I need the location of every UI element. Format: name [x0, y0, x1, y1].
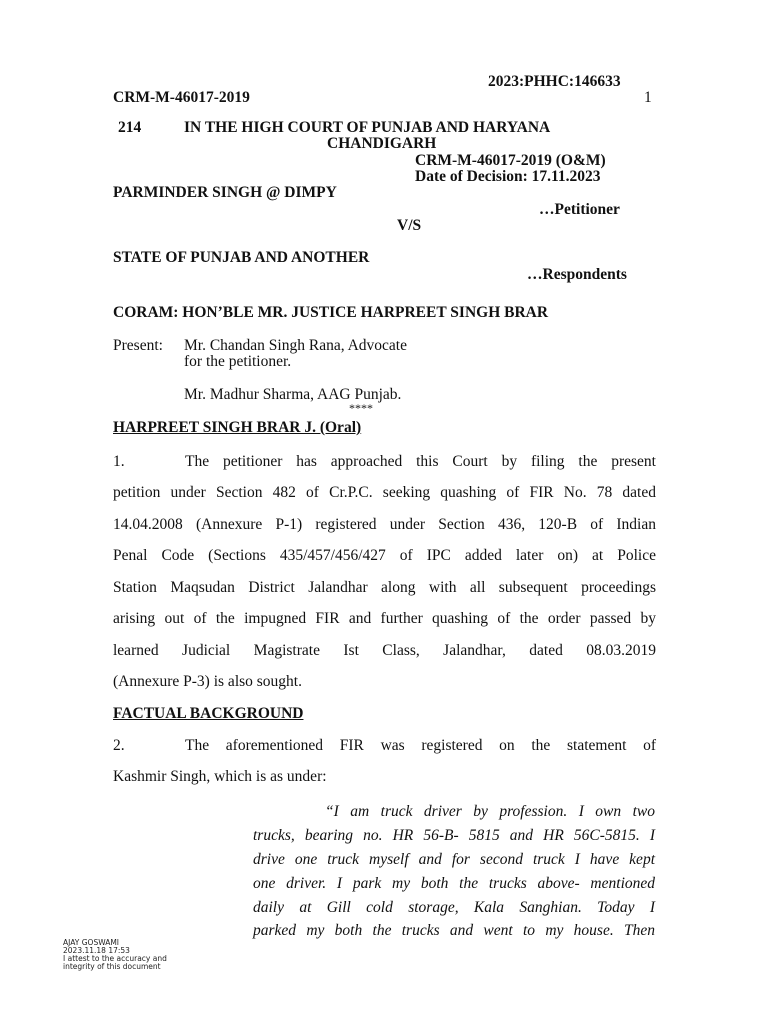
quote-line: trucks, bearing no. HR 56-B- 5815 and HR 56C-5815. I	[253, 827, 655, 844]
petitioner-role: …Petitioner	[539, 201, 620, 218]
quote-line: parked my both the trucks and went to my house. Then	[253, 922, 655, 939]
court-title: IN THE HIGH COURT OF PUNJAB AND HARYANA	[184, 119, 551, 136]
quote-line: daily at Gill cold storage, Kala Sanghian. Today I	[253, 899, 655, 916]
para1-line: arising out of the impugned FIR and further quashing of the order passed by	[113, 610, 656, 627]
para2-number: 2.	[113, 737, 125, 754]
digital-signature	[63, 939, 167, 971]
respondent-name: STATE OF PUNJAB AND ANOTHER	[113, 249, 370, 266]
para1-line: Penal Code (Sections 435/457/456/427 of IPC added later on) at Police	[113, 547, 656, 564]
separator-stars: ****	[349, 401, 373, 415]
quote-line: one driver. I park my both the trucks above- mentioned	[253, 875, 655, 892]
para1-line: learned Judicial Magistrate Ist Class, Jalandhar, dated 08.03.2019	[113, 642, 656, 659]
judge-heading: HARPREET SINGH BRAR J. (Oral)	[113, 419, 362, 436]
quote-line: drive one truck myself and for second truck I have kept	[253, 851, 655, 868]
para1-number: 1.	[113, 453, 125, 470]
present-label: Present:	[113, 337, 163, 354]
attest-line: I attest to the accuracy and	[63, 954, 167, 963]
header-case-number: CRM-M-46017-2019	[113, 89, 250, 106]
counsel-petitioner: Mr. Chandan Singh Rana, Advocate	[184, 337, 407, 354]
case-reference: CRM-M-46017-2019 (O&M)	[415, 152, 606, 169]
para2-line: The aforementioned FIR was registered on the statement of	[185, 737, 656, 754]
page-number: 1	[644, 89, 652, 106]
para1-line: petition under Section 482 of Cr.P.C. seeking quashing of FIR No. 78 dated	[113, 484, 656, 501]
decision-date: Date of Decision: 17.11.2023	[415, 168, 601, 185]
counsel-petitioner-role: for the petitioner.	[184, 353, 292, 370]
coram: CORAM: HON’BLE MR. JUSTICE HARPREET SINGH BRAR	[113, 304, 549, 321]
serial-number: 214	[118, 119, 142, 136]
para1-line: The petitioner has approached this Court by filing the present	[185, 453, 656, 470]
versus: V/S	[397, 217, 422, 234]
quote-line: “I am truck driver by profession. I own two	[325, 803, 655, 820]
neutral-citation: 2023:PHHC:146633	[488, 73, 621, 90]
signature-timestamp: 2023.11.18 17:53	[63, 946, 130, 955]
respondent-role: …Respondents	[527, 266, 627, 283]
section-heading: FACTUAL BACKGROUND	[113, 705, 304, 722]
counsel-state: Mr. Madhur Sharma, AAG Punjab.	[184, 386, 402, 403]
para1-line: Station Maqsudan District Jalandhar along with all subsequent proceedings	[113, 579, 656, 596]
court-location: CHANDIGARH	[327, 135, 437, 152]
para1-line: 14.04.2008 (Annexure P-1) registered under Section 436, 120-B of Indian	[113, 516, 656, 533]
para2-line: Kashmir Singh, which is as under:	[113, 768, 327, 785]
para1-line: (Annexure P-3) is also sought.	[113, 673, 302, 690]
signer-name: AJAY GOSWAMI	[63, 938, 120, 947]
attest-line: integrity of this document	[63, 962, 161, 971]
petitioner-name: PARMINDER SINGH @ DIMPY	[113, 184, 337, 201]
